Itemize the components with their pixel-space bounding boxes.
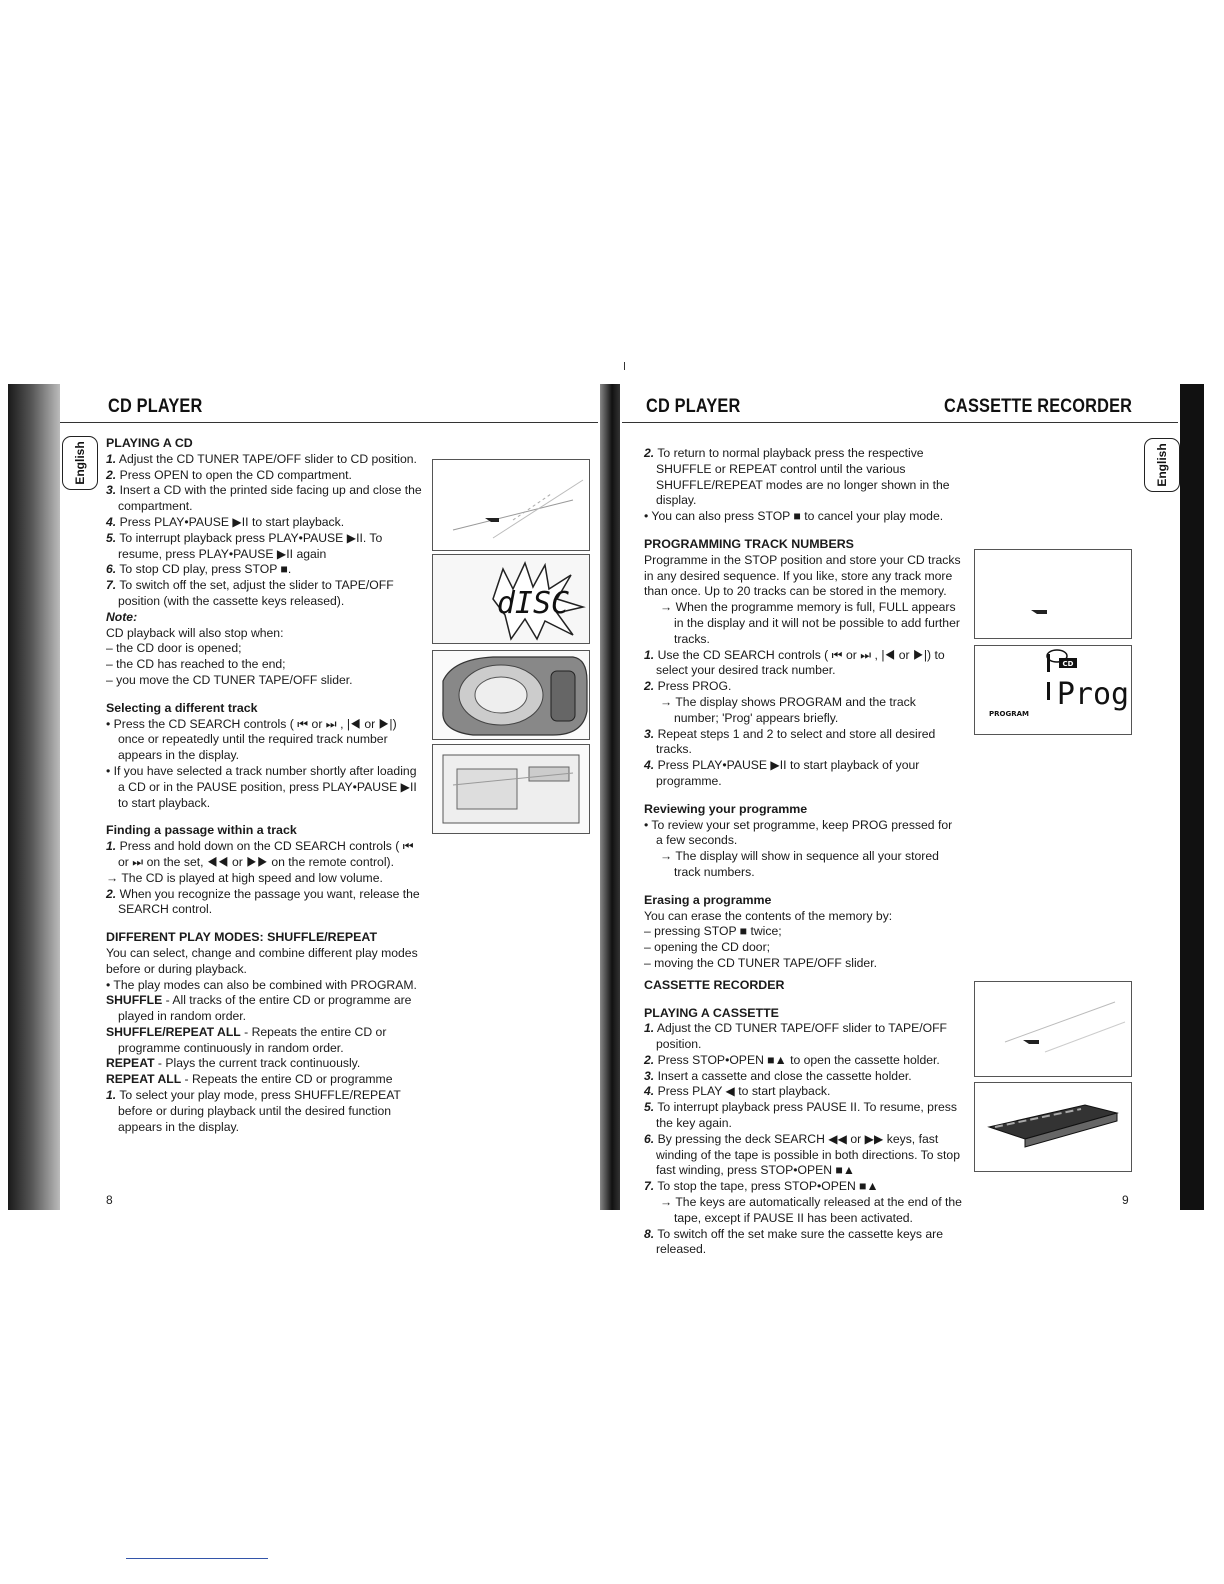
mode-name: SHUFFLE [106,993,163,1008]
step-number: 4. [644,758,655,773]
dash-item: – the CD door is opened; [106,641,242,656]
step-number: 2. [644,679,655,694]
hand-pointer-icon [1031,610,1047,614]
section-heading: Reviewing your programme [644,801,808,816]
mode-definition [106,1072,426,1088]
numbered-step [106,515,426,531]
numbered-step [644,1053,962,1069]
numbered-step [106,839,426,871]
step-text: Press PLAY•PAUSE ▶II to start playback of your programme. [656,758,920,788]
step-text: Press OPEN to open the CD compartment. [119,467,352,482]
left-column-text [106,436,426,1135]
numbered-step [106,887,426,919]
step-text: Insert a CD with the printed side facing up and close the compartment. [118,483,422,514]
left-edge-bar [8,384,60,1210]
numbered-step [106,483,426,515]
spacer [644,525,962,531]
step-text: To return to normal playback press the respective SHUFFLE or REPEAT control until the various SHUFFLE/REPEAT modes are no longer shown in the display. [656,446,950,508]
numbered-step [644,648,962,680]
spine-bar [600,384,620,1210]
step-text: Use the CD SEARCH controls ( ⏮ or ⏭ , |◀ or ▶|) to select your desired track number. [656,647,945,678]
mode-definition [106,1056,426,1072]
result-line: → When the programme memory is full, FULL appears in the display and it will not be possible to add further tracks. [660,600,960,646]
spine-tick [624,362,625,370]
step-number: 7. [644,1179,655,1194]
right-edge-bar [1180,384,1204,1210]
bullet-item: • The play modes can also be combined with PROGRAM. [106,977,417,992]
left-page-number: 8 [106,1193,113,1207]
result-line: → The display shows PROGRAM and the track number; 'Prog' appears briefly. [660,694,916,725]
cd-badge-icon [1047,650,1077,668]
step-number: 1. [106,1088,117,1103]
step-number: 7. [106,578,117,593]
prog-display-text: Prog [1056,677,1130,712]
numbered-step [644,1100,962,1132]
step-number: 6. [106,562,117,577]
mode-name: SHUFFLE/REPEAT ALL [106,1024,241,1039]
step-text: To stop CD play, press STOP ■. [119,562,292,577]
numbered-step [644,1179,962,1195]
dash-item: – opening the CD door; [644,940,771,955]
spacer [106,811,426,817]
step-number: 1. [106,839,117,854]
spacer [644,881,962,887]
numbered-step [106,1088,426,1135]
step-text: To switch off the set, adjust the slider to TAPE/OFF position (with the cassette keys released). [118,578,394,608]
numbered-step [106,578,426,610]
bullet-item: • If you have selected a track number shortly after loading a CD or in the PAUSE position, press PLAY•PAUSE ▶II to start playback. [106,763,417,810]
mode-name: REPEAT [106,1056,155,1071]
section-heading: CASSETTE RECORDER [644,977,785,992]
right-page-number: 9 [1122,1193,1129,1207]
step-text: Repeat steps 1 and 2 to select and store all desired tracks. [656,726,936,757]
numbered-step [106,562,426,578]
numbered-step [644,1021,962,1053]
footer-link-underline [126,1558,268,1559]
figure-disc-display [432,554,590,644]
step-text: Adjust the CD TUNER TAPE/OFF slider to CD position. [118,451,417,466]
spacer [106,689,426,695]
step-text: Press and hold down on the CD SEARCH controls ( ⏮ or ⏭ on the set, ◀◀ or ▶▶ on the remote control). [118,839,414,869]
left-language-tab-label: English [73,441,87,485]
step-number: 1. [644,647,655,662]
figure-cassette-holder [974,981,1132,1077]
numbered-step [644,1227,962,1259]
step-number: 3. [644,1068,655,1083]
numbered-step [644,1132,962,1179]
bullet-item: • To review your set programme, keep PROG pressed for a few seconds. [644,817,953,848]
dash-item: – moving the CD TUNER TAPE/OFF slider. [644,955,877,970]
mode-description: - All tracks of the entire CD or programme are played in random order. [118,993,412,1024]
step-text: To interrupt playback press PLAY•PAUSE ▶II. To resume, press PLAY•PAUSE ▶II again [118,530,383,561]
step-number: 3. [644,726,655,741]
step-number: 5. [644,1100,655,1115]
mode-name: REPEAT ALL [106,1072,182,1087]
step-text: When you recognize the passage you want, release the SEARCH control. [118,886,420,917]
step-text: To select your play mode, press SHUFFLE/REPEAT before or during playback until the desired function appears in the display. [118,1088,401,1134]
hand-pointer-icon [1023,1040,1039,1044]
bullet-item: • You can also press STOP ■ to cancel your play mode. [644,509,944,524]
step-text: To interrupt playback press PAUSE II. To resume, press the key again. [656,1100,957,1131]
step-number: 1. [644,1021,655,1036]
mode-definition [106,1025,426,1057]
numbered-step [644,1069,962,1085]
program-indicator-label: PROGRAM [989,710,1029,718]
right-column-text [644,446,962,1258]
left-header-rule [60,422,598,423]
right-language-tab [1144,438,1180,492]
right-header-title-left: CD PLAYER [646,396,741,417]
dash-item: – you move the CD TUNER TAPE/OFF slider. [106,672,353,687]
step-text: Adjust the CD TUNER TAPE/OFF slider to TAPE/OFF position. [656,1021,947,1052]
left-language-tab [62,436,98,490]
dash-item: – the CD has reached to the end; [106,657,286,672]
right-header-rule [622,422,1178,423]
result-line: → The keys are automatically released at the end of the tape, except if PAUSE II has been activated. [660,1195,962,1225]
step-text: Press PLAY ◀ to start playback. [657,1084,831,1099]
numbered-step [644,727,962,759]
step-number: 2. [106,886,117,901]
section-heading: PROGRAMMING TRACK NUMBERS [644,536,854,551]
numbered-step [644,679,962,695]
figure-prog-display [974,645,1132,735]
step-number: 1. [106,451,117,466]
step-number: 6. [644,1131,655,1146]
result-line: → The display will show in sequence all your stored track numbers. [660,849,939,879]
step-number: 2. [644,446,655,460]
section-heading: Finding a passage within a track [106,823,297,838]
section-heading: PLAYING A CD [106,436,193,450]
cd-badge-label: CD [1062,660,1074,668]
spacer [644,994,962,1000]
mode-description: - Plays the current track continuously. [154,1056,361,1071]
numbered-step [644,758,962,790]
step-number: 4. [106,514,117,529]
right-language-tab-label: English [1155,443,1169,487]
section-heading: DIFFERENT PLAY MODES: SHUFFLE/REPEAT [106,930,378,945]
numbered-step [644,446,962,509]
numbered-step [106,468,426,484]
left-header-title: CD PLAYER [108,396,203,417]
step-number: 2. [106,467,117,482]
step-text: To stop the tape, press STOP•OPEN ■▲ [657,1179,879,1194]
figure-cassette-deck [432,744,590,834]
right-header-title-right: CASSETTE RECORDER [944,396,1133,417]
dash-item: – pressing STOP ■ twice; [644,924,782,939]
paragraph: You can erase the contents of the memory by: [644,908,893,923]
spacer [644,790,962,796]
note-heading: Note: [106,609,138,624]
figure-cassette-keys [974,1082,1132,1172]
section-heading: PLAYING A CASSETTE [644,1005,779,1020]
mode-description: - Repeats the entire CD or programme continuously in random order. [118,1024,387,1055]
mode-description: - Repeats the entire CD or programme [181,1072,393,1087]
step-text: Press PROG. [657,679,732,694]
step-text: Press PLAY•PAUSE ▶II to start playback. [119,514,345,529]
step-number: 5. [106,530,117,545]
numbered-step [106,531,426,563]
section-heading: Erasing a programme [644,892,772,907]
section-heading: Selecting a different track [106,700,258,715]
step-text: Press STOP•OPEN ■▲ to open the cassette holder. [657,1052,940,1067]
numbered-step [106,452,426,468]
result-line: → The CD is played at high speed and low volume. [106,870,383,885]
numbered-step [644,1084,962,1100]
paragraph: CD playback will also stop when: [106,625,284,640]
figure-cd-player [432,650,590,740]
mode-definition [106,993,426,1025]
step-number: 4. [644,1084,655,1099]
figure-cd-slider [432,459,590,551]
figure-prog-button [974,549,1132,639]
step-number: 8. [644,1226,655,1241]
step-number: 3. [106,483,117,498]
spacer [106,918,426,924]
paragraph: Programme in the STOP position and store your CD tracks in any desired sequence. If you like, store any track more than once. Up to 20 tracks can be stored in the memory. [644,552,961,599]
step-number: 2. [644,1052,655,1067]
bullet-item: • Press the CD SEARCH controls ( ⏮ or ⏭ , |◀ or ▶|) once or repeatedly until the required track number appears in the display. [106,716,397,763]
step-text: To switch off the set make sure the cassette keys are released. [656,1226,943,1257]
paragraph: You can select, change and combine different play modes before or during playback. [106,945,418,976]
step-text: Insert a cassette and close the cassette holder. [657,1068,912,1083]
disc-display-text: dISC [496,586,570,621]
step-text: By pressing the deck SEARCH ◀◀ or ▶▶ keys, fast winding of the tape is possible in both directions. To stop fast winding, press STOP•OPEN ■▲ [656,1131,960,1178]
